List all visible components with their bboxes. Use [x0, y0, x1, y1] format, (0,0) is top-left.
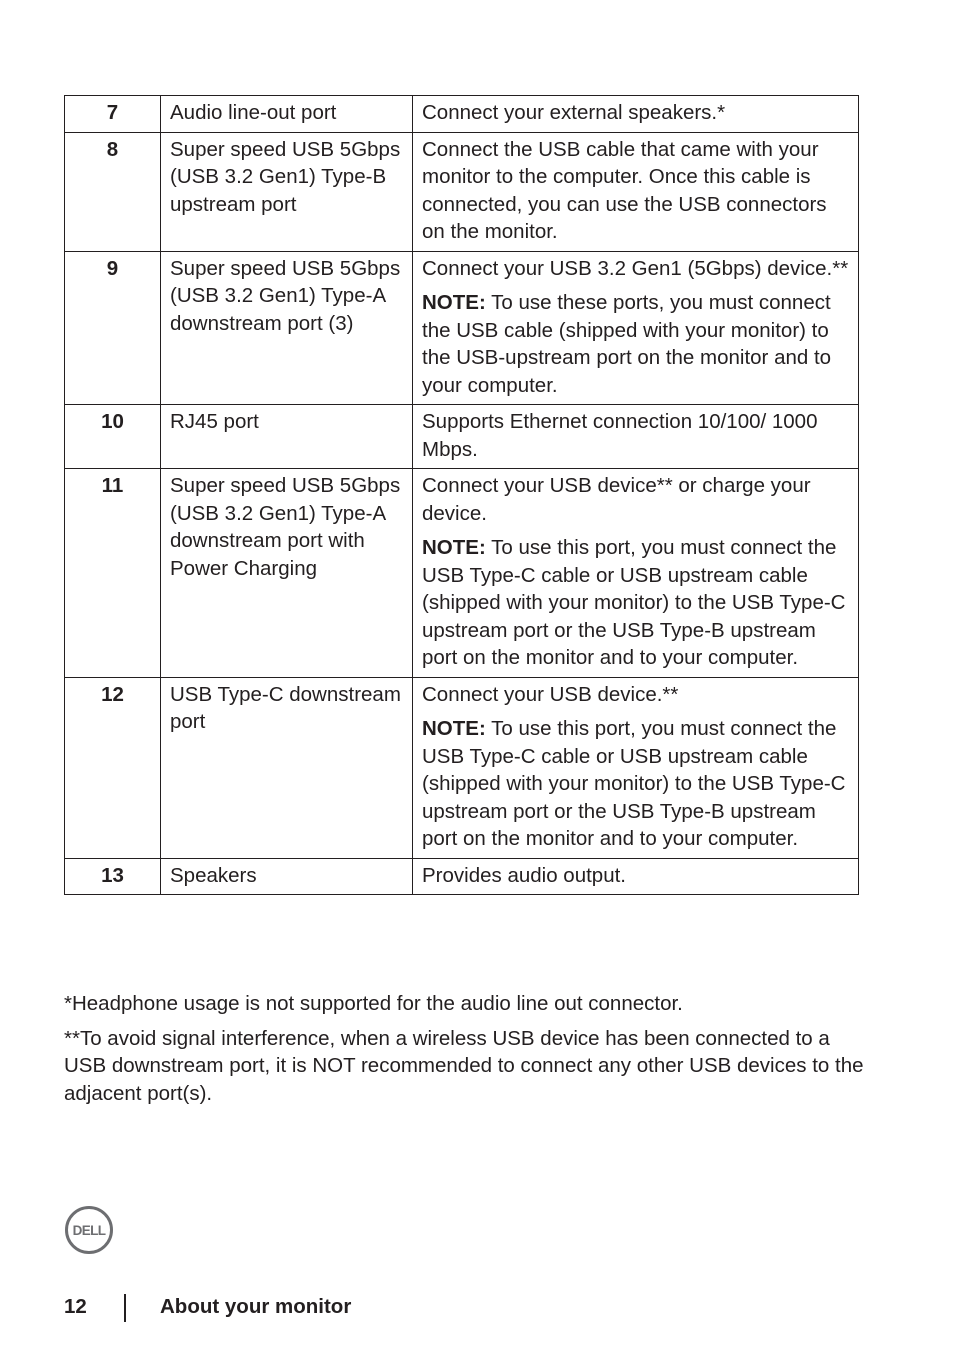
note-paragraph	[422, 289, 849, 399]
port-name: Super speed USB 5Gbps (USB 3.2 Gen1) Type-A downstream port with Power Charging	[161, 469, 413, 678]
port-description	[413, 677, 859, 858]
port-number: 10	[65, 405, 161, 469]
table-row	[65, 677, 859, 858]
port-name: USB Type-C downstream port	[161, 677, 413, 858]
port-description	[413, 858, 859, 895]
table-row	[65, 405, 859, 469]
dell-logo-icon	[64, 1205, 114, 1255]
port-description-text: Provides audio output.	[422, 863, 626, 887]
port-number: 9	[65, 251, 161, 405]
note-label: NOTE:	[422, 291, 486, 314]
note-paragraph	[422, 534, 849, 672]
port-description-text: Connect your USB 3.2 Gen1 (5Gbps) device.**	[422, 256, 849, 280]
port-description-text: Connect your USB device** or charge your device.	[422, 474, 811, 525]
footer-divider	[124, 1294, 126, 1322]
port-number: 8	[65, 132, 161, 251]
port-name: RJ45 port	[161, 405, 413, 469]
note-text: To use this port, you must connect the USB Type-C cable or USB upstream cable (shipped with your monitor) to the USB Type-C upstream port or the USB Type-B upstream port on the monitor and to your computer.	[422, 536, 846, 669]
section-title: About your monitor	[160, 1295, 352, 1318]
port-number: 13	[65, 858, 161, 895]
note-label: NOTE:	[422, 536, 486, 559]
port-number: 11	[65, 469, 161, 678]
footnote-single-asterisk: *Headphone usage is not supported for the audio line out connector.	[64, 992, 683, 1015]
port-number: 12	[65, 677, 161, 858]
ports-table	[64, 95, 859, 895]
note-text: To use these ports, you must connect the USB cable (shipped with your monitor) to the USB-upstream port on the monitor and to your computer.	[422, 291, 832, 397]
footnotes	[64, 990, 864, 1114]
note-text: To use this port, you must connect the USB Type-C cable or USB upstream cable (shipped with your monitor) to the USB Type-C upstream port or the USB Type-B upstream port on the monitor and to your computer.	[422, 717, 846, 850]
port-name: Audio line-out port	[161, 96, 413, 133]
port-description	[413, 405, 859, 469]
table-row	[65, 96, 859, 133]
page-footer	[64, 1292, 564, 1324]
port-description	[413, 96, 859, 133]
port-description	[413, 132, 859, 251]
footnote-double-asterisk: **To avoid signal interference, when a wireless USB device has been connected to a USB downstream port, it is NOT recommended to connect any other USB devices to the adjacent port(s).	[64, 1026, 864, 1105]
port-description	[413, 469, 859, 678]
port-description-text: Supports Ethernet connection 10/100/ 1000 Mbps.	[422, 410, 818, 461]
port-description-text: Connect your external speakers.*	[422, 101, 726, 124]
table-row	[65, 469, 859, 678]
port-description-text: Connect your USB device.**	[422, 682, 679, 706]
table-row	[65, 132, 859, 251]
port-description	[413, 251, 859, 405]
note-paragraph	[422, 715, 849, 853]
table-row	[65, 858, 859, 895]
table-row	[65, 251, 859, 405]
note-label: NOTE:	[422, 717, 486, 740]
port-name: Super speed USB 5Gbps (USB 3.2 Gen1) Type-B upstream port	[161, 132, 413, 251]
port-number: 7	[65, 96, 161, 133]
port-name: Super speed USB 5Gbps (USB 3.2 Gen1) Type-A downstream port (3)	[161, 251, 413, 405]
page-number: 12	[64, 1295, 87, 1318]
port-name: Speakers	[161, 858, 413, 895]
port-description-text: Connect the USB cable that came with your monitor to the computer. Once this cable is connected, you can use the USB connectors on the monitor.	[422, 137, 827, 243]
logo-text: DELL	[72, 1223, 106, 1238]
